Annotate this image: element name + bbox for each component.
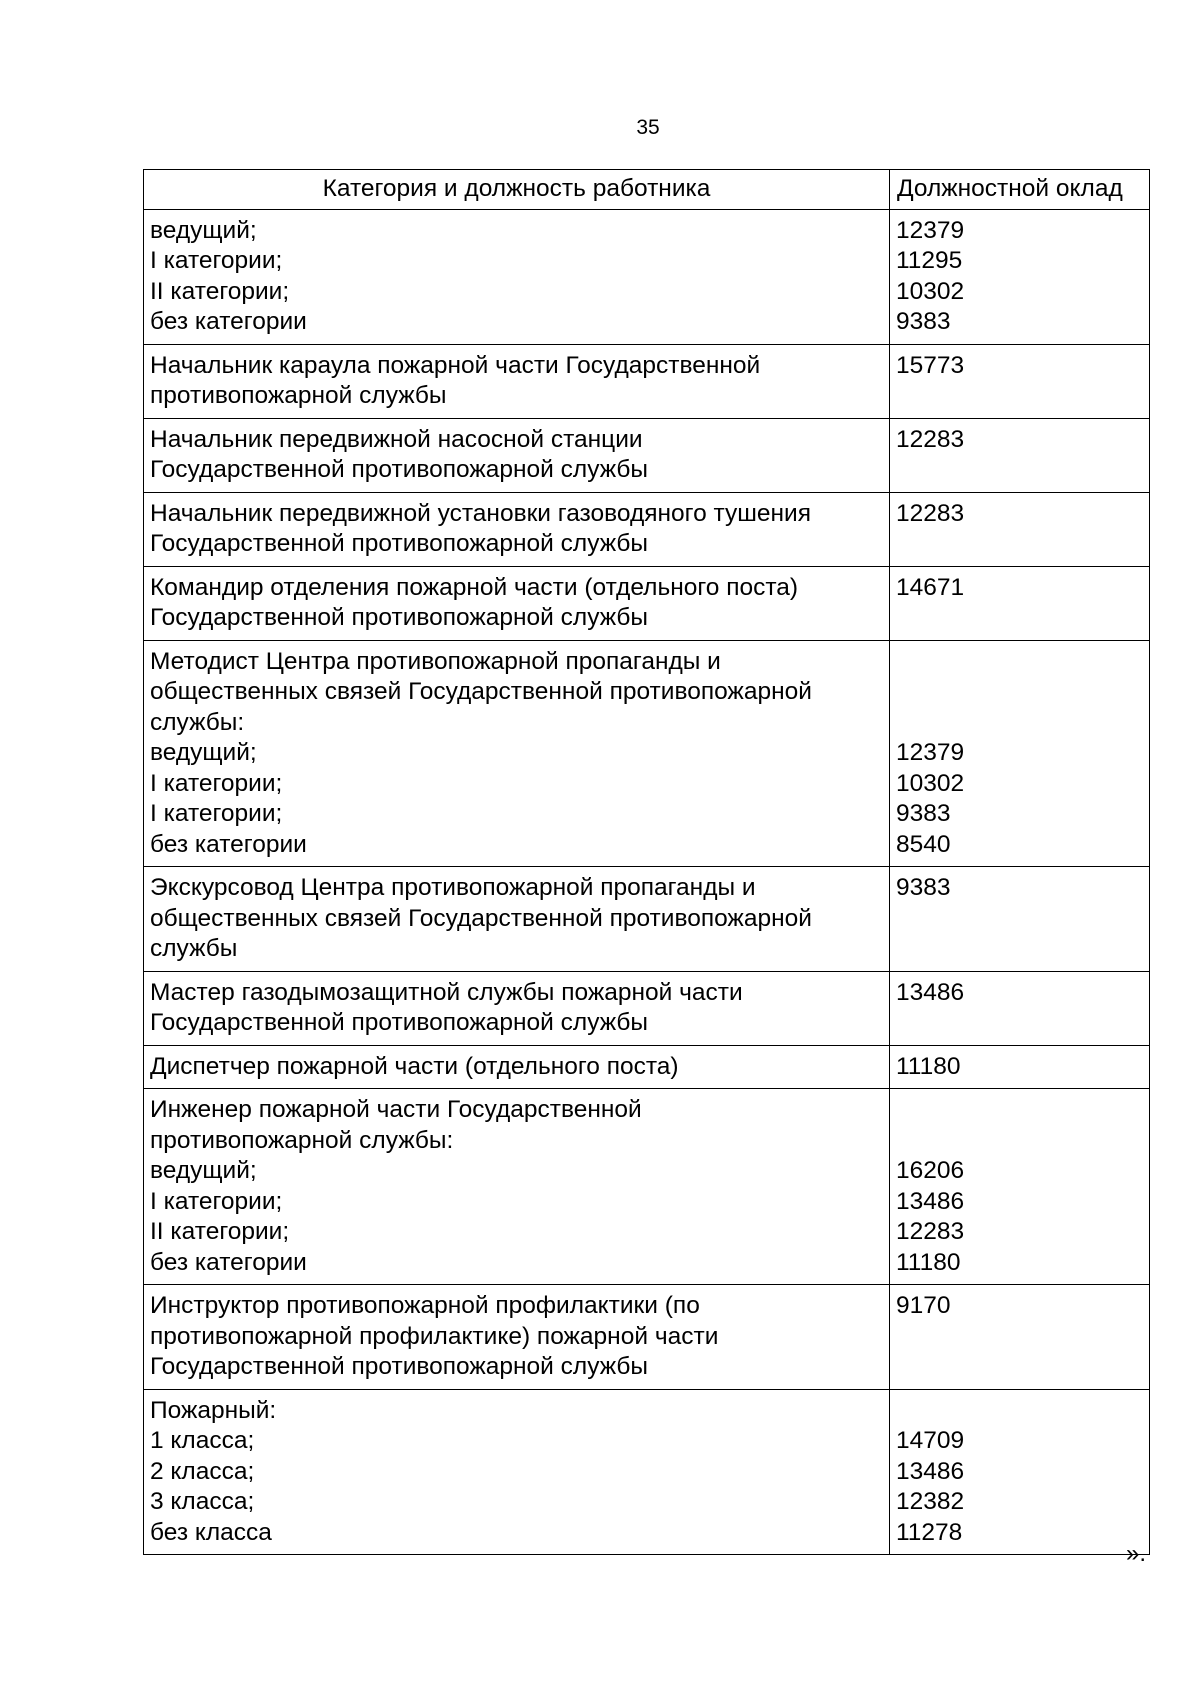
salary-value: 9383 xyxy=(896,874,951,901)
salary-value xyxy=(896,677,1143,708)
position-line: II категории; xyxy=(150,277,290,305)
salary-cell xyxy=(890,566,1150,640)
position-cell xyxy=(144,867,890,972)
salary-value: 11295 xyxy=(896,247,963,274)
position-line: противопожарной службы xyxy=(150,382,447,409)
table-row xyxy=(144,344,1150,418)
position-line: I категории; xyxy=(150,769,283,797)
position-line: службы xyxy=(150,935,238,962)
salary-cell xyxy=(890,344,1150,418)
position-line: без категории xyxy=(150,1248,307,1276)
position-line: Государственной противопожарной службы xyxy=(150,530,649,557)
position-cell xyxy=(144,1045,890,1089)
salary-cell xyxy=(890,867,1150,972)
table-header-row xyxy=(144,170,1150,210)
salary-value: 12283 xyxy=(896,425,965,453)
position-line: 1 класса; xyxy=(150,1427,255,1454)
position-line: 3 класса; xyxy=(150,1488,255,1515)
salary-value: 16206 xyxy=(896,1157,965,1184)
position-line: ведущий; xyxy=(150,739,257,766)
salary-value: 14709 xyxy=(896,1427,965,1454)
salary-value: 12379 xyxy=(896,216,965,244)
salary-value: 11180 xyxy=(896,1052,961,1080)
position-cell xyxy=(144,640,890,867)
position-line: Пожарный: xyxy=(150,1396,277,1424)
salary-cell xyxy=(890,1285,1150,1390)
position-line: 2 класса; xyxy=(150,1457,255,1485)
salary-value: 12379 xyxy=(896,739,965,766)
table-row xyxy=(144,971,1150,1045)
position-line: противопожарной службы: xyxy=(150,1126,454,1154)
position-line: службы: xyxy=(150,708,245,736)
position-line: Начальник передвижной установки газоводяного тушения xyxy=(150,499,812,527)
position-line: Диспетчер пожарной части (отдельного поста) xyxy=(150,1052,679,1080)
salary-value: 13486 xyxy=(896,1187,965,1215)
position-line: Государственной противопожарной службы xyxy=(150,604,649,631)
position-line: Начальник караула пожарной части Государственной xyxy=(150,351,761,379)
salary-cell xyxy=(890,418,1150,492)
position-line: Методист Центра противопожарной пропаганды и xyxy=(150,647,721,675)
salary-value: 9383 xyxy=(896,308,951,335)
position-line: ведущий; xyxy=(150,216,257,244)
position-line: Государственной противопожарной службы xyxy=(150,1009,649,1036)
position-line: без категории xyxy=(150,308,307,335)
salary-value: 9170 xyxy=(896,1292,951,1319)
position-cell xyxy=(144,209,890,344)
salary-cell xyxy=(890,1089,1150,1285)
salary-table xyxy=(143,169,1150,1555)
salary-value xyxy=(896,708,1143,739)
table-row xyxy=(144,640,1150,867)
position-cell xyxy=(144,1285,890,1390)
position-line: Инструктор противопожарной профилактики (по xyxy=(150,1292,700,1319)
table-row xyxy=(144,566,1150,640)
page-number: 35 xyxy=(636,116,660,139)
salary-value xyxy=(896,1095,1143,1126)
salary-value: 11180 xyxy=(896,1248,961,1276)
salary-value: 13486 xyxy=(896,1457,965,1485)
position-line: I категории; xyxy=(150,1187,283,1215)
salary-value: 11278 xyxy=(896,1518,963,1546)
position-line: Мастер газодымозащитной службы пожарной части xyxy=(150,978,743,1006)
position-cell xyxy=(144,1389,890,1555)
position-line: общественных связей Государственной противопожарной xyxy=(150,904,812,932)
position-line: без категории xyxy=(150,830,307,858)
table-row xyxy=(144,492,1150,566)
position-cell xyxy=(144,1089,890,1285)
position-line: без класса xyxy=(150,1518,272,1546)
salary-value: 9383 xyxy=(896,800,951,827)
table-row xyxy=(144,1285,1150,1390)
salary-value: 12283 xyxy=(896,499,965,527)
salary-value: 12283 xyxy=(896,1218,965,1245)
table-row xyxy=(144,1089,1150,1285)
salary-value xyxy=(896,1396,1143,1427)
salary-cell xyxy=(890,640,1150,867)
table-row xyxy=(144,209,1150,344)
salary-cell xyxy=(890,1045,1150,1089)
position-line: Инженер пожарной части Государственной xyxy=(150,1096,642,1123)
salary-value xyxy=(896,647,1143,678)
salary-value: 12382 xyxy=(896,1488,965,1515)
closing-quote-mark: ». xyxy=(1126,1540,1147,1567)
salary-value: 15773 xyxy=(896,351,965,379)
position-line: II категории; xyxy=(150,1218,290,1245)
position-cell xyxy=(144,344,890,418)
position-cell xyxy=(144,971,890,1045)
table-row xyxy=(144,1389,1150,1555)
position-line: Командир отделения пожарной части (отдельного поста) xyxy=(150,573,799,601)
position-line: ведущий; xyxy=(150,1157,257,1184)
position-line: Государственной противопожарной службы xyxy=(150,1353,649,1380)
header-position: Категория и должность работника xyxy=(144,170,890,210)
position-line: I категории; xyxy=(150,247,283,274)
table-body xyxy=(144,209,1150,1555)
salary-value: 8540 xyxy=(896,830,951,858)
position-line: противопожарной профилактике) пожарной части xyxy=(150,1322,719,1350)
table-row xyxy=(144,418,1150,492)
position-cell xyxy=(144,418,890,492)
position-cell xyxy=(144,492,890,566)
position-line: общественных связей Государственной противопожарной xyxy=(150,678,812,705)
position-cell xyxy=(144,566,890,640)
salary-cell xyxy=(890,971,1150,1045)
salary-value: 14671 xyxy=(896,573,965,601)
salary-value xyxy=(896,1126,1143,1157)
position-line: Экскурсовод Центра противопожарной пропаганды и xyxy=(150,874,756,901)
salary-cell xyxy=(890,492,1150,566)
header-salary: Должностной оклад xyxy=(890,170,1150,210)
table-row xyxy=(144,867,1150,972)
salary-cell xyxy=(890,1389,1150,1555)
salary-value: 10302 xyxy=(896,277,965,305)
salary-value: 10302 xyxy=(896,769,965,797)
position-line: Государственной противопожарной службы xyxy=(150,456,649,483)
salary-value: 13486 xyxy=(896,978,965,1006)
position-line: I категории; xyxy=(150,800,283,827)
position-line: Начальник передвижной насосной станции xyxy=(150,425,643,453)
table-row xyxy=(144,1045,1150,1089)
salary-cell xyxy=(890,209,1150,344)
